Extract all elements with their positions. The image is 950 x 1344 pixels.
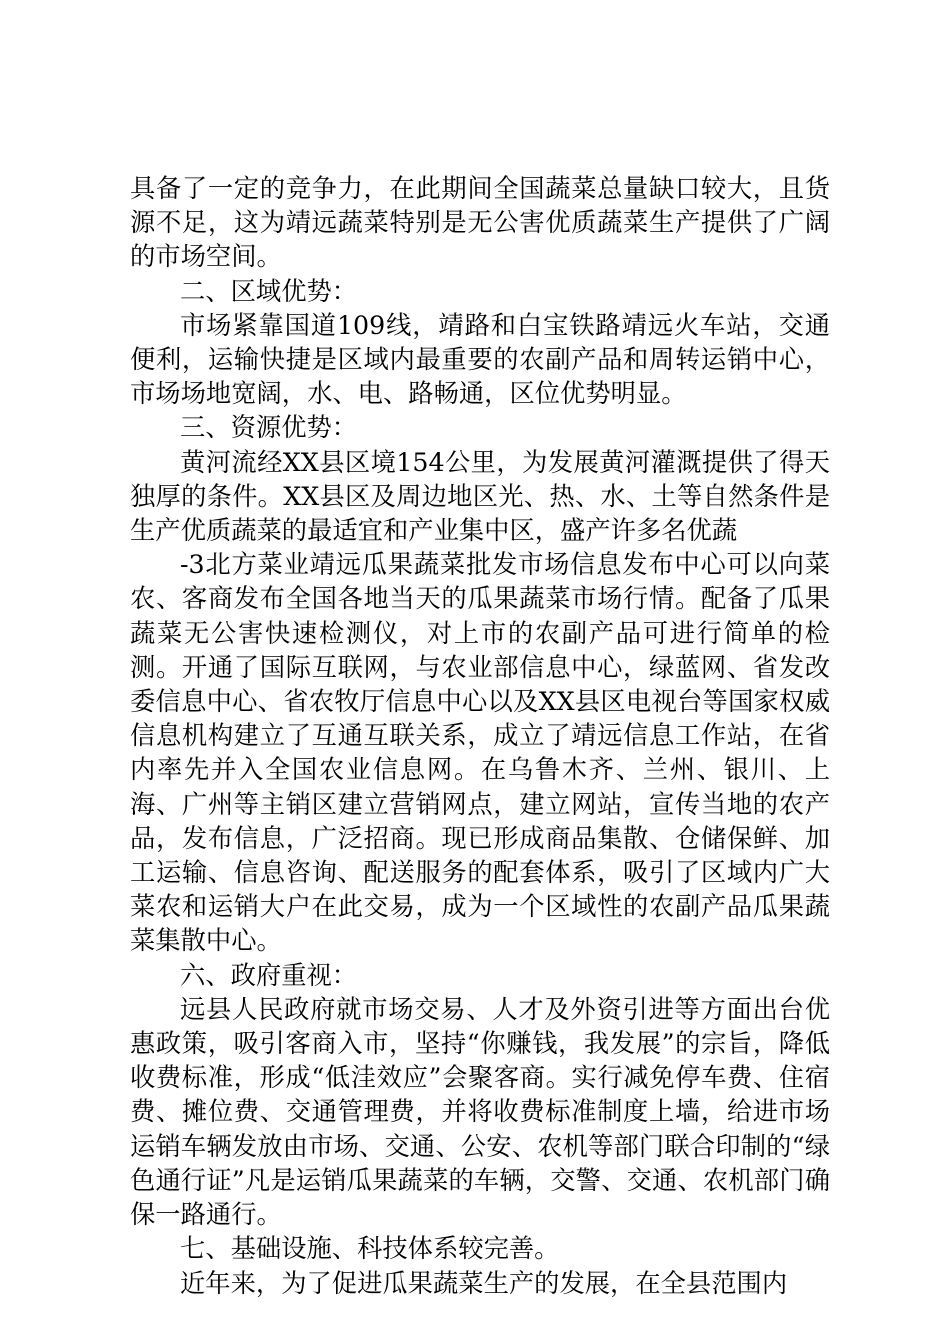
section-heading-resource-advantage: 三、资源优势： [180, 413, 358, 443]
document-page [130, 172, 830, 1301]
section-heading-government-support: 六、政府重视： [180, 960, 358, 990]
paragraph-resource-advantage: 黄河流经XX县区境154公里，为发展黄河灌溉提供了得天独厚的条件。XX县区及周边地区光、热、水、土等自然条件是生产优质蔬菜的最适宜和产业集中区，盛产许多名优蔬 [130, 447, 830, 546]
section-heading-regional-advantage: 二、区域优势： [180, 276, 358, 306]
section-heading-infrastructure: 七、基础设施、科技体系较完善。 [180, 1234, 560, 1264]
paragraph-government-support: 远县人民政府就市场交易、人才及外资引进等方面出台优惠政策，吸引客商入市，坚持“你赚钱，我发展”的宗旨，降低收费标准，形成“低洼效应”会聚客商。实行减免停车费、住宿费、摊位费、交通管理费，并将收费标准制度上墙，给进市场运销车辆发放由市场、交通、公安、农机等部门联合印制的“绿色通行证”凡是运销瓜果蔬菜的车辆，交警、交通、农机部门确保一路通行。 [130, 994, 830, 1230]
paragraph-regional-advantage: 市场紧靠国道109线，靖路和白宝铁路靖远火车站，交通便利，运输快捷是区域内最重要的农副产品和周转运销中心，市场场地宽阔，水、电、路畅通，区位优势明显。 [130, 310, 830, 409]
paragraph-infrastructure: 近年来，为了促进瓜果蔬菜生产的发展，在全县范围内 [180, 1268, 788, 1298]
paragraph-information-center: -3北方菜业靖远瓜果蔬菜批发市场信息发布中心可以向菜农、客商发布全国各地当天的瓜果蔬菜市场行情。配备了瓜果蔬菜无公害快速检测仪，对上市的农副产品可进行简单的检测。开通了国际互联网，与农业部信息中心，绿蓝网、省发改委信息中心、省农牧厅信息中心以及XX县区电视台等国家权威信息机构建立了互通互联关系，成立了靖远信息工作站，在省内率先并入全国农业信息网。在乌鲁木齐、兰州、银川、上海、广州等主销区建立营销网点，建立网站，宣传当地的农产品，发布信息，广泛招商。现已形成商品集散、仓储保鲜、加工运输、信息咨询、配送服务的配套体系，吸引了区域内广大菜农和运销大户在此交易，成为一个区域性的农副产品瓜果蔬菜集散中心。 [130, 550, 830, 956]
paragraph-competitiveness: 具备了一定的竞争力，在此期间全国蔬菜总量缺口较大，且货源不足，这为靖远蔬菜特别是无公害优质蔬菜生产提供了广阔的市场空间。 [130, 174, 830, 272]
